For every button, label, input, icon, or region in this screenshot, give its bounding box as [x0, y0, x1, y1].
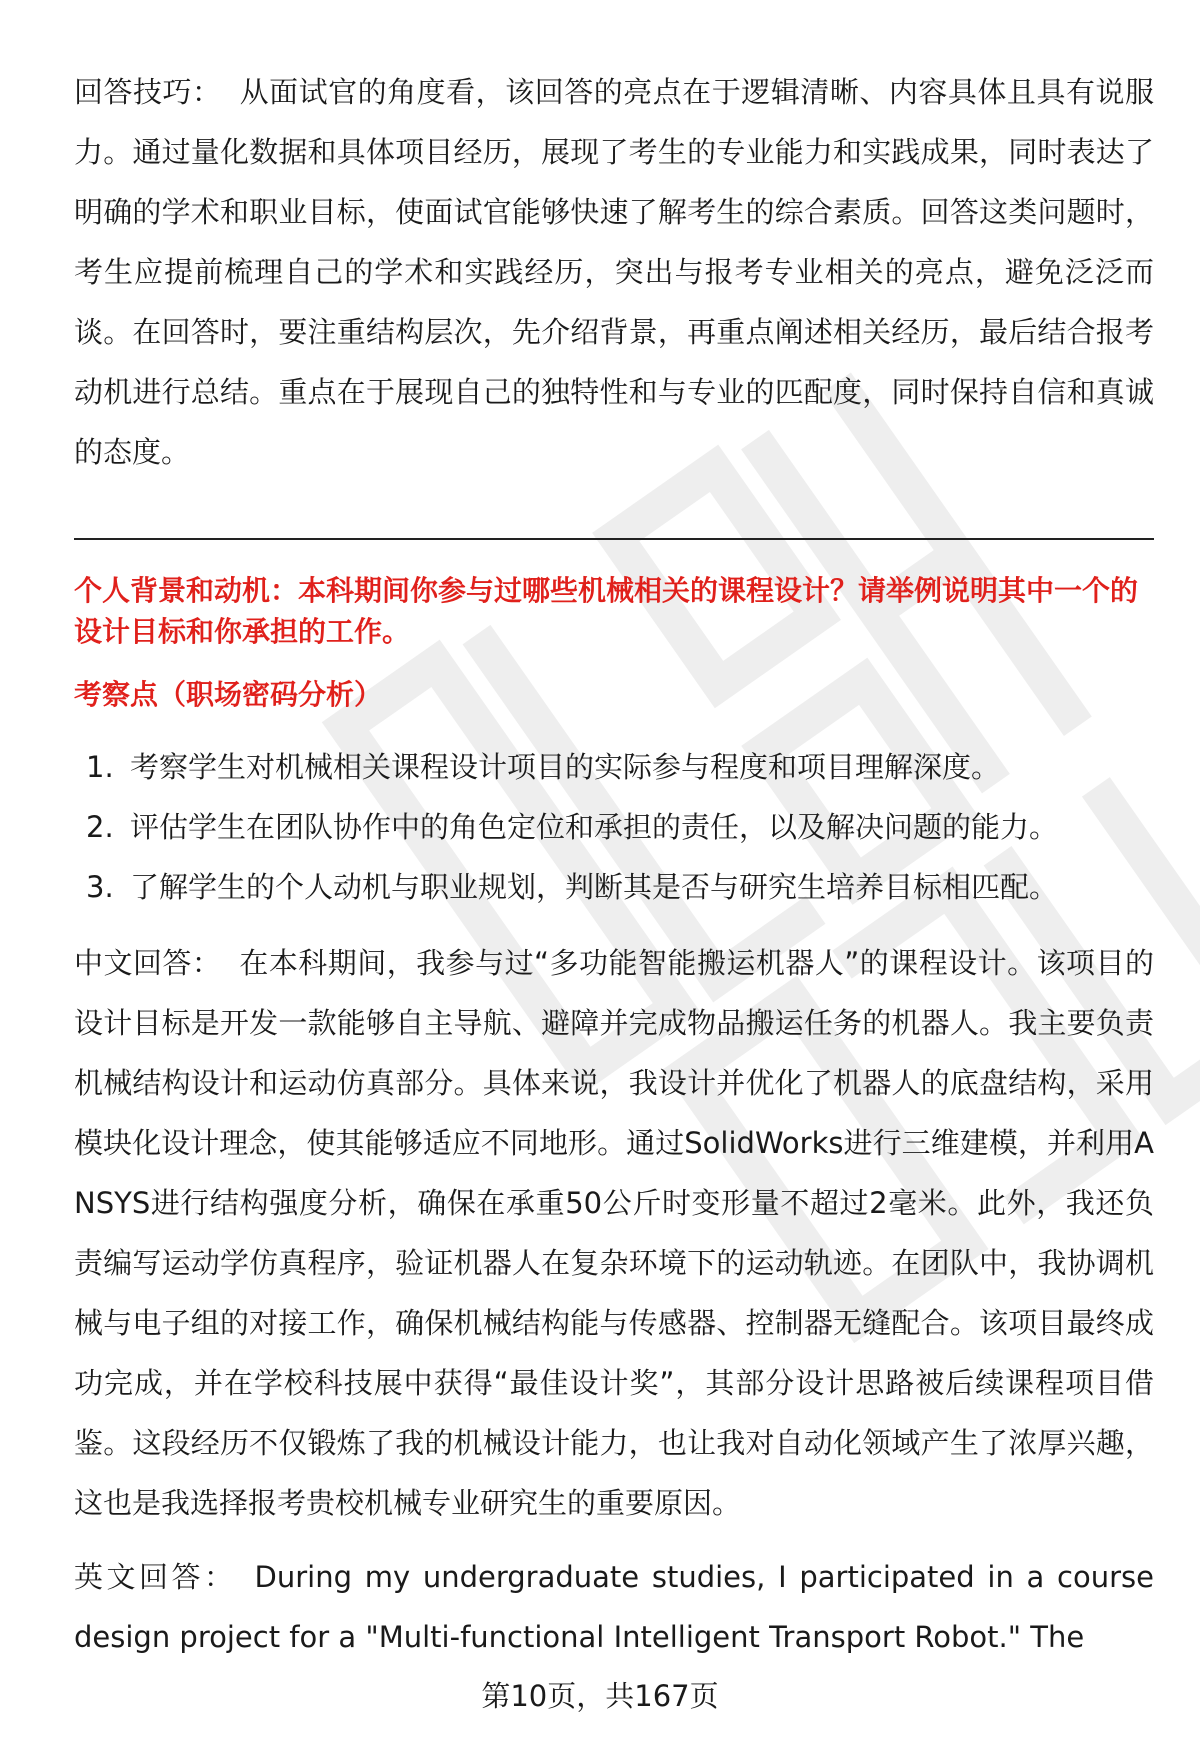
answer-tips-text: 从面试官的角度看，该回答的亮点在于逻辑清晰、内容具体且具有说服力。通过量化数据和具体项目经历，展现了考生的专业能力和实践成果，同时表达了明确的学术和职业目标，使面试官能够快速了解考生的综合素质。回答这类问题时，考生应提前梳理自己的学术和实践经历，突出与报考专业相关的亮点，避免泛泛而谈。在回答时，要注重结构层次，先介绍背景，再重点阐述相关经历，最后结合报考动机进行总结。重点在于展现自己的独特性和与专业的匹配度，同时保持自信和真诚的态度。	[74, 75, 1154, 469]
english-answer-text: During my undergraduate studies, I participated in a course design project for a "Multi-functional Intelligent Transport Robot." The	[74, 1560, 1154, 1654]
question-heading: 个人背景和动机：本科期间你参与过哪些机械相关的课程设计？请举例说明其中一个的设计目标和你承担的工作。	[74, 574, 1139, 648]
section-divider	[74, 538, 1154, 540]
list-item-number: 2.	[86, 810, 114, 844]
list-item-number: 3.	[86, 870, 114, 904]
english-answer-paragraph	[74, 1547, 1154, 1667]
english-answer-label: 英文回答：	[74, 1560, 237, 1594]
list-item-number: 1.	[86, 750, 114, 784]
answer-tips-paragraph	[74, 62, 1154, 482]
list-item-text: 评估学生在团队协作中的角色定位和承担的责任，以及解决问题的能力。	[130, 810, 1059, 844]
list-item-text: 考察学生对机械相关课程设计项目的实际参与程度和项目理解深度。	[130, 750, 1001, 784]
assessment-list	[74, 737, 1154, 917]
list-item-text: 了解学生的个人动机与职业规划，判断其是否与研究生培养目标相匹配。	[130, 870, 1059, 904]
chinese-answer-paragraph	[74, 933, 1154, 1533]
chinese-answer-label: 中文回答：	[74, 946, 222, 980]
answer-tips-label: 回答技巧：	[74, 75, 222, 109]
list-item	[74, 737, 1154, 797]
list-item	[74, 797, 1154, 857]
page-number-footer: 第10页，共167页	[481, 1679, 719, 1713]
main-content	[74, 62, 1154, 1667]
list-item	[74, 857, 1154, 917]
chinese-answer-text: 在本科期间，我参与过“多功能智能搬运机器人”的课程设计。该项目的设计目标是开发一款能够自主导航、避障并完成物品搬运任务的机器人。我主要负责机械结构设计和运动仿真部分。具体来说，我设计并优化了机器人的底盘结构，采用模块化设计理念，使其能够适应不同地形。通过SolidWorks进行三维建模，并利用ANSYS进行结构强度分析，确保在承重50公斤时变形量不超过2毫米。此外，我还负责编写运动学仿真程序，验证机器人在复杂环境下的运动轨迹。在团队中，我协调机械与电子组的对接工作，确保机械结构能与传感器、控制器无缝配合。该项目最终成功完成，并在学校科技展中获得“最佳设计奖”，其部分设计思路被后续课程项目借鉴。这段经历不仅锻炼了我的机械设计能力，也让我对自动化领域产生了浓厚兴趣，这也是我选择报考贵校机械专业研究生的重要原因。	[74, 946, 1154, 1520]
assessment-title: 考察点（职场密码分析）	[74, 678, 383, 711]
